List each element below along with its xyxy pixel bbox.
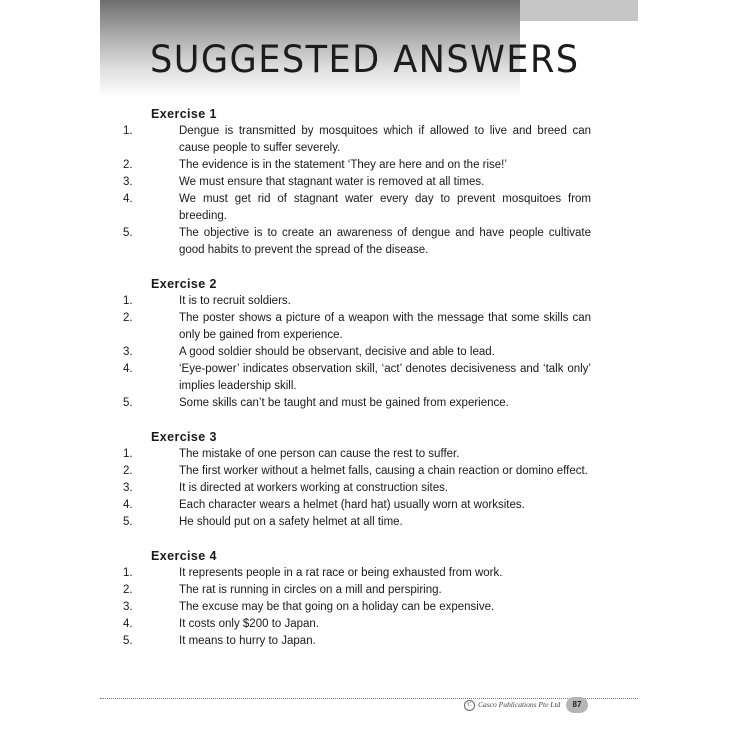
answer-number: 4. [123, 363, 133, 375]
answer-item [123, 599, 591, 616]
exercise-title: Exercise 4 [151, 549, 217, 563]
answer-item [123, 123, 591, 157]
answers-content [123, 106, 591, 667]
answer-text: The objective is to create an awareness of dengue and have people cultivate good habits to prevent the spread of the disease. [179, 227, 591, 256]
exercise-3 [123, 429, 591, 531]
answer-text: It means to hurry to Japan. [179, 635, 316, 647]
answer-text: The evidence is in the statement ‘They are here and on the rise!’ [179, 159, 507, 171]
answer-number: 5. [123, 397, 133, 409]
answer-text: He should put on a safety helmet at all time. [179, 516, 403, 528]
exercise-2 [123, 276, 591, 412]
answer-text: ‘Eye-power’ indicates observation skill, ‘act’ denotes decisiveness and ‘talk only’ implies leadership skill. [179, 363, 591, 392]
answer-text: The excuse may be that going on a holiday can be expensive. [179, 601, 495, 613]
answer-number: 2. [123, 584, 133, 596]
answer-text: We must ensure that stagnant water is removed at all times. [179, 176, 485, 188]
answer-number: 2. [123, 312, 133, 324]
answer-number: 3. [123, 601, 133, 613]
answer-item [123, 514, 591, 531]
answer-text: It is directed at workers working at construction sites. [179, 482, 449, 494]
exercise-title: Exercise 3 [151, 430, 217, 444]
answer-number: 3. [123, 346, 133, 358]
page-title: SUGGESTED ANSWERS [150, 38, 580, 81]
answer-text: We must get rid of stagnant water every day to prevent mosquitoes from breeding. [179, 193, 591, 222]
answer-text: Some skills can’t be taught and must be gained from experience. [179, 397, 509, 409]
answer-item [123, 446, 591, 463]
answer-number: 3. [123, 482, 133, 494]
answer-item [123, 582, 591, 599]
exercise-4 [123, 548, 591, 650]
answer-text: It costs only $200 to Japan. [179, 618, 320, 630]
answer-item [123, 565, 591, 582]
answer-number: 4. [123, 193, 133, 205]
answer-item [123, 174, 591, 191]
exercise-title: Exercise 1 [151, 107, 217, 121]
footer-dotted-rule [100, 698, 638, 699]
answer-number: 3. [123, 176, 133, 188]
publisher-name: Casco Publications Pte Ltd [478, 700, 561, 710]
answer-number: 4. [123, 618, 133, 630]
answer-text: It represents people in a rat race or being exhausted from work. [179, 567, 503, 579]
answer-number: 1. [123, 295, 133, 307]
answer-number: 2. [123, 465, 133, 477]
answer-item [123, 310, 591, 344]
exercise-title: Exercise 2 [151, 277, 217, 291]
answer-item [123, 225, 591, 259]
answer-item [123, 633, 591, 650]
header-corner-tab [520, 0, 638, 21]
exercise-1 [123, 106, 591, 259]
answer-number: 1. [123, 125, 133, 137]
answer-item [123, 497, 591, 514]
answer-text: The rat is running in circles on a mill and perspiring. [179, 584, 442, 596]
answer-number: 4. [123, 499, 133, 511]
answer-item [123, 344, 591, 361]
answer-text: A good soldier should be observant, decisive and able to lead. [179, 346, 495, 358]
answer-item [123, 293, 591, 310]
answer-text: The mistake of one person can cause the rest to suffer. [179, 448, 460, 460]
answer-item [123, 361, 591, 395]
answer-item [123, 157, 591, 174]
answer-text: The first worker without a helmet falls, causing a chain reaction or domino effect. [179, 465, 588, 477]
answer-number: 2. [123, 159, 133, 171]
answer-item [123, 191, 591, 225]
page-number: 87 [566, 697, 588, 713]
answer-text: The poster shows a picture of a weapon with the message that some skills can only be gained from experience. [179, 312, 591, 341]
publisher-credit [464, 700, 560, 711]
answer-list [123, 293, 591, 412]
answer-item [123, 463, 591, 480]
answer-item [123, 395, 591, 412]
answer-item [123, 616, 591, 633]
answer-text: Dengue is transmitted by mosquitoes which if allowed to live and breed can cause people to suffer severely. [179, 125, 591, 154]
answer-number: 5. [123, 227, 133, 239]
answer-list [123, 446, 591, 531]
answer-list [123, 123, 591, 259]
answer-text: It is to recruit soldiers. [179, 295, 291, 307]
answer-number: 1. [123, 448, 133, 460]
copyright-icon: C [464, 700, 475, 711]
answer-text: Each character wears a helmet (hard hat) usually worn at worksites. [179, 499, 525, 511]
answer-number: 5. [123, 516, 133, 528]
answer-list [123, 565, 591, 650]
answer-item [123, 480, 591, 497]
answer-number: 1. [123, 567, 133, 579]
answer-number: 5. [123, 635, 133, 647]
